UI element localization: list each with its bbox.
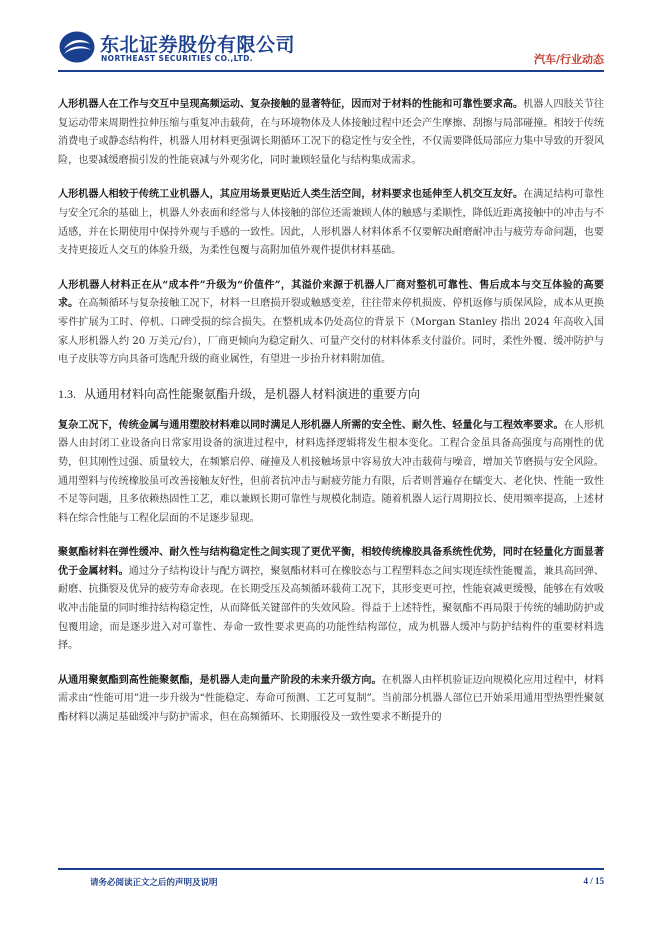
paragraph-4-text: 在人形机器人由封闭工业设备向日常家用设备的演进过程中，材料选择逻辑将发生根本变化。工程合金虽具备高强度与高刚性的优势，但其刚性过强、质量较大，在频繁启停、碰撞及人机接触场景中容易放大冲击载荷与噪音，增加关节磨损与安全风险。通用塑料与传统橡胶虽可改善接触友好性，但前者抗冲击与耐疲劳能力有限，后者则普遍存在蠕变大、老化快、性能一致性不足等问题，且多依赖热固性工艺，难以兼顾长期可靠性与规模化制造。随着机器人运行周期拉长、使用频率提高，上述材料在综合性能与工程化层面的不足逐步显现。 bbox=[58, 419, 605, 524]
paragraph-6 bbox=[58, 672, 604, 728]
page-header bbox=[0, 0, 662, 72]
section-heading bbox=[58, 384, 604, 404]
company-name-en: NORTHEAST SECURITIES CO.,LTD. bbox=[101, 54, 254, 63]
paragraph-6-lead: 从通用聚氨酯到高性能聚氨酯，是机器人走向量产阶段的未来升级方向。 bbox=[58, 674, 382, 686]
disclaimer-note: 请务必阅读正文之后的声明及说明 bbox=[90, 878, 218, 888]
northeast-securities-logo-icon bbox=[58, 30, 96, 64]
header-divider bbox=[58, 70, 604, 72]
section-number: 1.3. bbox=[58, 386, 76, 401]
paragraph-5-lead: 聚氨酯材料在弹性缓冲、耐久性与结构稳定性之间实现了更优平衡，相较传统橡胶具备系统性优势，同时在轻量化方面显著优于金属材料。 bbox=[58, 547, 604, 577]
paragraph-5 bbox=[58, 544, 604, 656]
paragraph-1-lead: 人形机器人在工作与交互中呈现高频运动、复杂接触的显著特征，因而对于材料的性能和可靠性要求高。 bbox=[58, 99, 524, 110]
paragraph-3-text: 在高频循环与复杂接触工况下，材料一旦磨损开裂或触感变差，往往带来停机损废、停机返修与质保风险，成本从更换零件扩展为工时、停机、口碑受损的综合损失。在整机成本仍处高位的背景下（Morgan Stanley 指出 2024 年高收入国家人形机器人约 20 万美元/台），厂商更倾向为稳定耐久、可量产交付的材料体系支付溢价。同时，柔性外覆、缓冲防护与电子皮肤等方向具备可选配升级的商业属性，有望进一步抬升材料附加值。 bbox=[58, 298, 605, 366]
paragraph-3 bbox=[58, 277, 604, 370]
paragraph-4-lead: 复杂工况下，传统金属与通用塑胶材料难以同时满足人形机器人所需的安全性、耐久性、轻量化与工程效率要求。 bbox=[58, 419, 564, 431]
footer-divider bbox=[58, 868, 604, 870]
paragraph-3-lead: 人形机器人材料正在从“成本件”升级为“价值件”，其溢价来源于机器人厂商对整机可靠性、售后成本与交互体验的高要求。 bbox=[58, 279, 604, 310]
page-number: 4 / 15 bbox=[583, 876, 604, 886]
section-tag: 汽车/行业动态 bbox=[533, 53, 604, 66]
paragraph-2-text: 在满足结构可靠性与安全冗余的基础上，机器人外表面和经常与人体接触的部位还需兼顾人体的触感与柔顺性，降低近距离接触中的冲击与不适感，并在长期使用中保持外观与手感的一致性。因此，人形机器人材料体系不仅要解决耐磨耐冲击与疲劳寿命问题，也要支持更接近人交互的体验升级，为柔性包覆与高附加值外观件提供材料基础。 bbox=[58, 189, 604, 257]
paragraph-2 bbox=[58, 186, 604, 260]
section-title: 从通用材料向高性能聚氨酯升级，是机器人材料演进的重要方向 bbox=[84, 386, 421, 401]
paragraph-6-text: 在机器人由样机验证迈向规模化应用过程中，材料需求由“性能可用”进一步升级为“性能稳定、寿命可预测、工艺可复制”。当前部分机器人部位已开始采用通用型热塑性聚氨酯材料以满足基础缓冲与防护需求，但在高频循环、长期服役及一致性要求不断提升的 bbox=[58, 674, 605, 724]
paragraph-1 bbox=[58, 96, 604, 170]
paragraph-2-lead: 人形机器人相较于传统工业机器人，其应用场景更贴近人类生活空间，材料要求也延伸至人机交互友好。 bbox=[58, 189, 524, 201]
paragraph-1-text: 机器人四肢关节往复运动带来周期性拉伸压缩与重复冲击载荷，在与环境物体及人体接触过程中还会产生摩擦、刮擦与局部碰撞。相较于传统消费电子或静态结构件，机器人用材料更强调长期循环工况下的稳定性与安全性，不仅需要降低局部应力集中导致的开裂风险，也要减缓磨损引发的性能衰减与外观劣化，同时兼顾轻量化与结构集成需求。 bbox=[58, 99, 604, 166]
company-name-cn: 东北证券股份有限公司 bbox=[100, 34, 296, 56]
paragraph-4 bbox=[58, 417, 604, 529]
paragraph-5-text: 通过分子结构设计与配方调控，聚氨酯材料可在橡胶态与工程塑料态之间实现连续性能覆盖，兼具高回弹、耐磨、抗撕裂及优异的疲劳寿命表现。在长期受压及高频循环载荷工况下，其形变更可控，性能衰减更缓慢，能够在有效吸收冲击能量的同时维持结构稳定性，从而降低关键部件的失效风险。得益于上述特性，聚氨酯不再局限于传统的辅助防护或包覆用途，而是逐步进入对可靠性、寿命一致性要求更高的功能性结构部位，成为机器人缓冲与防护结构件的重要材料选择。 bbox=[58, 565, 604, 652]
report-body bbox=[58, 96, 604, 744]
